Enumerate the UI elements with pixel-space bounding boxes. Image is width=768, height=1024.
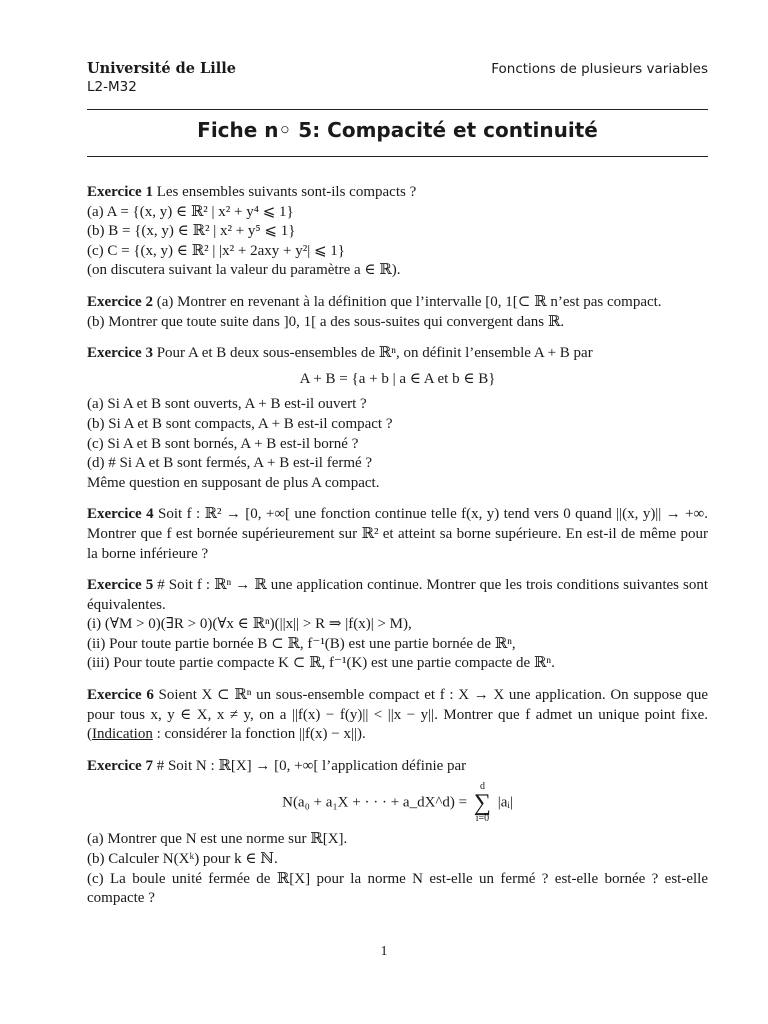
exercise-line: (c) La boule unité fermée de ℝ[X] pour la norme N est-elle un fermé ? est-elle bornée ? est-elle compacte ? <box>87 870 708 907</box>
exercise-4 <box>87 505 708 564</box>
exercise-text: Soit f : ℝ² → [0, +∞[ une fonction continue telle f(x, y) tend vers 0 quand ||(x, y)|| → +∞. Montrer que f est bornée supérieurement sur ℝ² et atteint sa borne supérieure. En est-il de même pour la borne inférieure ? <box>87 506 708 562</box>
sigma-symbol: ∑ <box>473 790 492 817</box>
exercise-1 <box>87 183 708 281</box>
page-number: 1 <box>380 944 388 959</box>
sheet-title: Fiche n◦ 5: Compacité et continuité <box>197 118 598 142</box>
exercise-line: (d) # Si A et B sont fermés, A + B est-il fermé ? <box>87 455 373 472</box>
exercise-intro: # Soit N : ℝ[X] → [0, +∞[ l’application définie par <box>156 757 467 774</box>
exercise-2 <box>87 293 708 332</box>
exercise-line: (a) Montrer que N est une norme sur ℝ[X]. <box>87 831 348 848</box>
exercise-line: (b) B = {(x, y) ∈ ℝ² | x² + y⁵ ⩽ 1} <box>87 223 296 240</box>
exercise-heading: Exercice 2 <box>87 293 153 310</box>
exercise-list <box>87 183 708 921</box>
exercise-line: (b) Si A et B sont compacts, A + B est-il compact ? <box>87 415 393 432</box>
exercise-5 <box>87 576 708 674</box>
exercise-7 <box>87 757 708 909</box>
exercise-line: (ii) Pour toute partie bornée B ⊂ ℝ, f⁻¹(B) est une partie bornée de ℝⁿ, <box>87 635 516 652</box>
top-rule <box>87 109 708 110</box>
exercise-line: (a) Si A et B sont ouverts, A + B est-il ouvert ? <box>87 396 367 413</box>
exercise-heading: Exercice 4 <box>87 506 154 523</box>
exercise-3 <box>87 344 708 493</box>
header-left <box>87 60 236 96</box>
exercise-intro: Pour A et B deux sous-ensembles de ℝⁿ, on définit l’ensemble A + B par <box>156 345 593 362</box>
exercise-heading: Exercice 3 <box>87 345 153 362</box>
exercise-line: (i) (∀M > 0)(∃R > 0)(∀x ∈ ℝⁿ)(||x|| > R ⇒ |f(x)| > M), <box>87 616 412 633</box>
sum-upper-limit: d <box>479 781 485 793</box>
exercise-heading: Exercice 5 <box>87 577 154 594</box>
display-equation: A + B = {a + b | a ∈ A et b ∈ B} <box>299 370 496 387</box>
equation-left: N(a₀ + a₁X + · · · + a_dX^d) = <box>282 794 468 811</box>
exercise-line: (c) C = {(x, y) ∈ ℝ² | |x² + 2axy + y²| ⩽ 1} <box>87 242 345 259</box>
exercise-heading: Exercice 1 <box>87 184 153 200</box>
exercise-text: Soient X ⊂ ℝⁿ un sous-ensemble compact et f : X → X une application. On suppose que pour tous x, y ∈ X, x ≠ y, on a ||f(x) − f(y)|| < ||x − y||. Montrer que f admet un unique point fixe. ( <box>87 687 708 743</box>
exercise-text: # Soit f : ℝⁿ → ℝ une application continue. Montrer que les trois conditions suivantes sont équivalentes. <box>87 577 708 613</box>
equation-right: |aᵢ| <box>497 794 513 811</box>
exercise-6 <box>87 686 708 745</box>
exercise-line: Même question en supposant de plus A compact. <box>87 474 380 491</box>
exercise-line: Les ensembles suivants sont-ils compacts ? <box>156 184 417 200</box>
course-name: Fonctions de plusieurs variables <box>491 61 708 77</box>
title-rule <box>87 156 708 157</box>
exercise-line: (b) Calculer N(Xᵏ) pour k ∈ ℕ. <box>87 851 278 868</box>
exercise-heading: Exercice 6 <box>87 687 154 704</box>
sum-operator <box>474 782 491 824</box>
hint-text: : considérer la fonction ||f(x) − x||). <box>152 726 366 743</box>
hint-label: Indication <box>92 726 153 743</box>
exercise-line: (b) Montrer que toute suite dans ]0, 1[ a des sous-suites qui convergent dans ℝ. <box>87 313 565 330</box>
exercise-line: (a) A = {(x, y) ∈ ℝ² | x² + y⁴ ⩽ 1} <box>87 203 294 220</box>
display-equation <box>87 782 708 824</box>
sum-lower-limit: i=0 <box>475 813 490 825</box>
exercise-line: (a) Montrer en revenant à la définition que l’intervalle [0, 1[⊂ ℝ n’est pas compact. <box>156 293 662 310</box>
exercise-line: (iii) Pour toute partie compacte K ⊂ ℝ, f⁻¹(K) est une partie compacte de ℝⁿ. <box>87 655 555 672</box>
exercise-heading: Exercice 7 <box>87 757 153 774</box>
course-code: L2-M32 <box>87 79 137 95</box>
exercise-line: (c) Si A et B sont bornés, A + B est-il borné ? <box>87 435 359 452</box>
university-name: Université de Lille <box>87 60 236 77</box>
exercise-line: (on discutera suivant la valeur du paramètre a ∈ ℝ). <box>87 262 401 279</box>
